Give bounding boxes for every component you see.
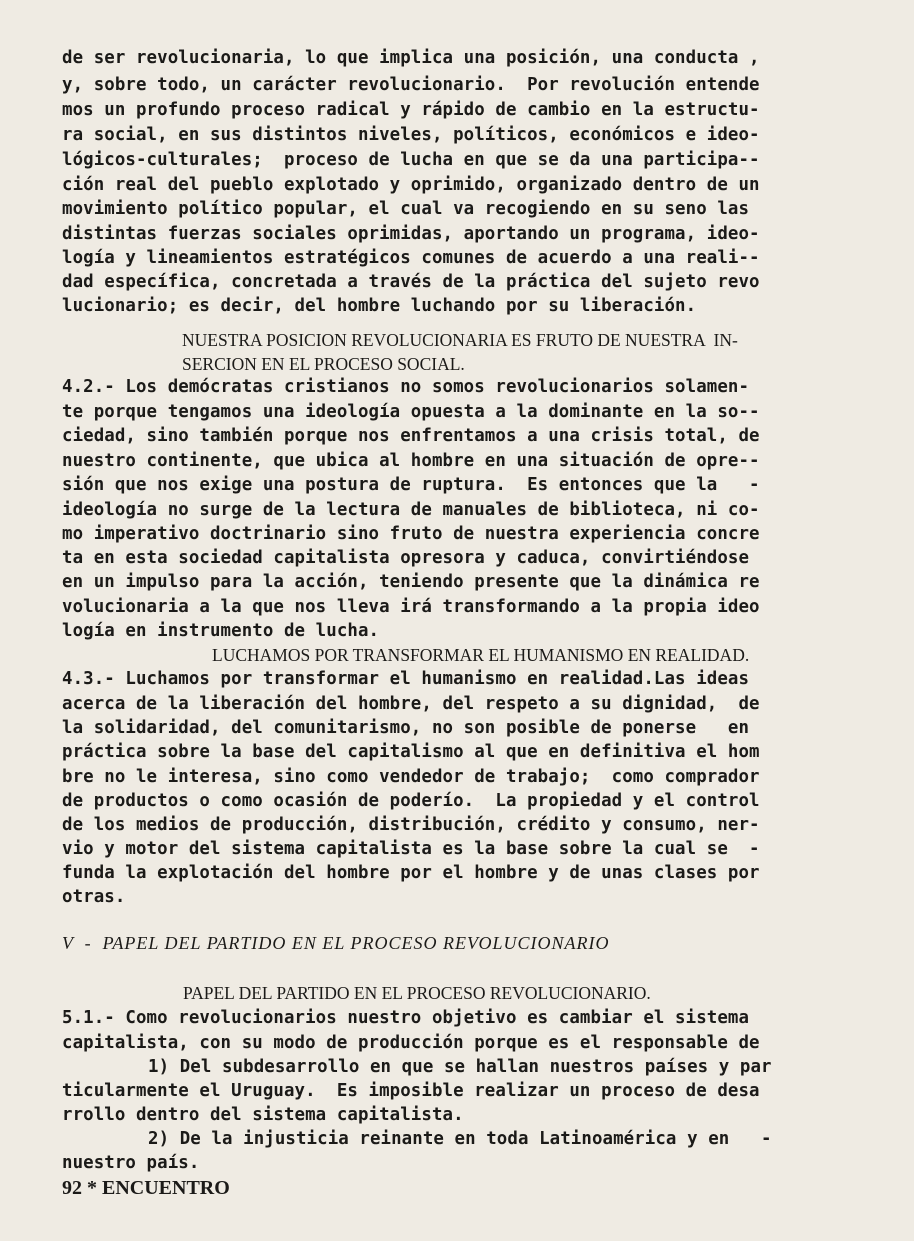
paragraph-4-2-line: ciedad, sino también porque nos enfrentamos a una crisis total, de xyxy=(62,426,760,446)
list-item: 2) De la injusticia reinante en toda Latinoamérica y en - xyxy=(148,1129,772,1149)
paragraph-4-2-line: volucionaria a la que nos lleva irá transformando a la propia ideo xyxy=(62,597,760,617)
paragraph-1-line: ción real del pueblo explotado y oprimido, organizado dentro de un xyxy=(62,175,760,195)
list-item: ticularmente el Uruguay. Es imposible realizar un proceso de desa xyxy=(62,1081,760,1101)
paragraph-4-2-line: logía en instrumento de lucha. xyxy=(62,621,380,641)
paragraph-4-2-line: ideología no surge de la lectura de manuales de biblioteca, ni co- xyxy=(62,500,760,520)
paragraph-4-3-line: práctica sobre la base del capitalismo al que en definitiva el hom xyxy=(62,742,760,762)
paragraph-4-2-line: en un impulso para la acción, teniendo presente que la dinámica re xyxy=(62,572,760,592)
heading-5-1: PAPEL DEL PARTIDO EN EL PROCESO REVOLUCIONARIO. xyxy=(183,983,651,1003)
paragraph-4-2-line: mo imperativo doctrinario sino fruto de nuestra experiencia concre xyxy=(62,524,760,544)
paragraph-4-3-line: funda la explotación del hombre por el hombre y de unas clases por xyxy=(62,863,760,883)
paragraph-4-3-line: vio y motor del sistema capitalista es la base sobre la cual se - xyxy=(62,839,760,859)
paragraph-4-3-line: la solidaridad, del comunitarismo, no son posible de ponerse en xyxy=(62,718,750,738)
paragraph-4-2-line: 4.2.- Los demócratas cristianos no somos revolucionarios solamen- xyxy=(62,377,750,397)
paragraph-1-line: movimiento político popular, el cual va recogiendo en su seno las xyxy=(62,199,750,219)
paragraph-1-line: de ser revolucionaria, lo que implica una posición, una conducta , xyxy=(62,48,760,68)
page-footer: 92 * ENCUENTRO xyxy=(62,1177,230,1199)
paragraph-4-3-line: de productos o como ocasión de poderío. La propiedad y el control xyxy=(62,791,760,811)
paragraph-4-3-line: acerca de la liberación del hombre, del respeto a su dignidad, de xyxy=(62,694,760,714)
heading-4-2: NUESTRA POSICION REVOLUCIONARIA ES FRUTO DE NUESTRA IN- xyxy=(182,330,738,350)
section-title: V - PAPEL DEL PARTIDO EN EL PROCESO REVOLUCIONARIO xyxy=(62,933,610,953)
paragraph-4-3-line: de los medios de producción, distribución, crédito y consumo, ner- xyxy=(62,815,760,835)
paragraph-5-1-line: capitalista, con su modo de producción porque es el responsable de xyxy=(62,1033,760,1053)
paragraph-1-line: y, sobre todo, un carácter revolucionario. Por revolución entende xyxy=(62,75,760,95)
paragraph-4-2-line: sión que nos exige una postura de ruptura. Es entonces que la - xyxy=(62,475,760,495)
heading-4-2: SERCION EN EL PROCESO SOCIAL. xyxy=(182,354,465,374)
paragraph-1-line: mos un profundo proceso radical y rápido de cambio en la estructu- xyxy=(62,100,760,120)
paragraph-1-line: logía y lineamientos estratégicos comunes de acuerdo a una reali-- xyxy=(62,248,760,268)
list-item: 1) Del subdesarrollo en que se hallan nuestros países y par xyxy=(148,1057,772,1077)
paragraph-4-3-line: bre no le interesa, sino como vendedor de trabajo; como comprador xyxy=(62,767,760,787)
paragraph-4-2-line: nuestro continente, que ubica al hombre en una situación de opre-- xyxy=(62,451,760,471)
paragraph-4-3-line: otras. xyxy=(62,887,126,907)
paragraph-4-3-line: 4.3.- Luchamos por transformar el humanismo en realidad.Las ideas xyxy=(62,669,750,689)
paragraph-4-2-line: te porque tengamos una ideología opuesta a la dominante en la so-- xyxy=(62,402,760,422)
paragraph-1-line: ra social, en sus distintos niveles, políticos, económicos e ideo- xyxy=(62,125,760,145)
list-item: rrollo dentro del sistema capitalista. xyxy=(62,1105,464,1125)
paragraph-1-line: dad específica, concretada a través de la práctica del sujeto revo xyxy=(62,272,760,292)
paragraph-5-1-line: 5.1.- Como revolucionarios nuestro objetivo es cambiar el sistema xyxy=(62,1008,750,1028)
paragraph-4-2-line: ta en esta sociedad capitalista opresora y caduca, convirtiéndose xyxy=(62,548,750,568)
paragraph-1-line: lógicos-culturales; proceso de lucha en que se da una participa-- xyxy=(62,150,760,170)
list-item: nuestro país. xyxy=(62,1153,200,1173)
paragraph-1-line: lucionario; es decir, del hombre luchando por su liberación. xyxy=(62,296,697,316)
paragraph-1-line: distintas fuerzas sociales oprimidas, aportando un programa, ideo- xyxy=(62,224,760,244)
heading-4-3: LUCHAMOS POR TRANSFORMAR EL HUMANISMO EN REALIDAD. xyxy=(212,645,750,665)
